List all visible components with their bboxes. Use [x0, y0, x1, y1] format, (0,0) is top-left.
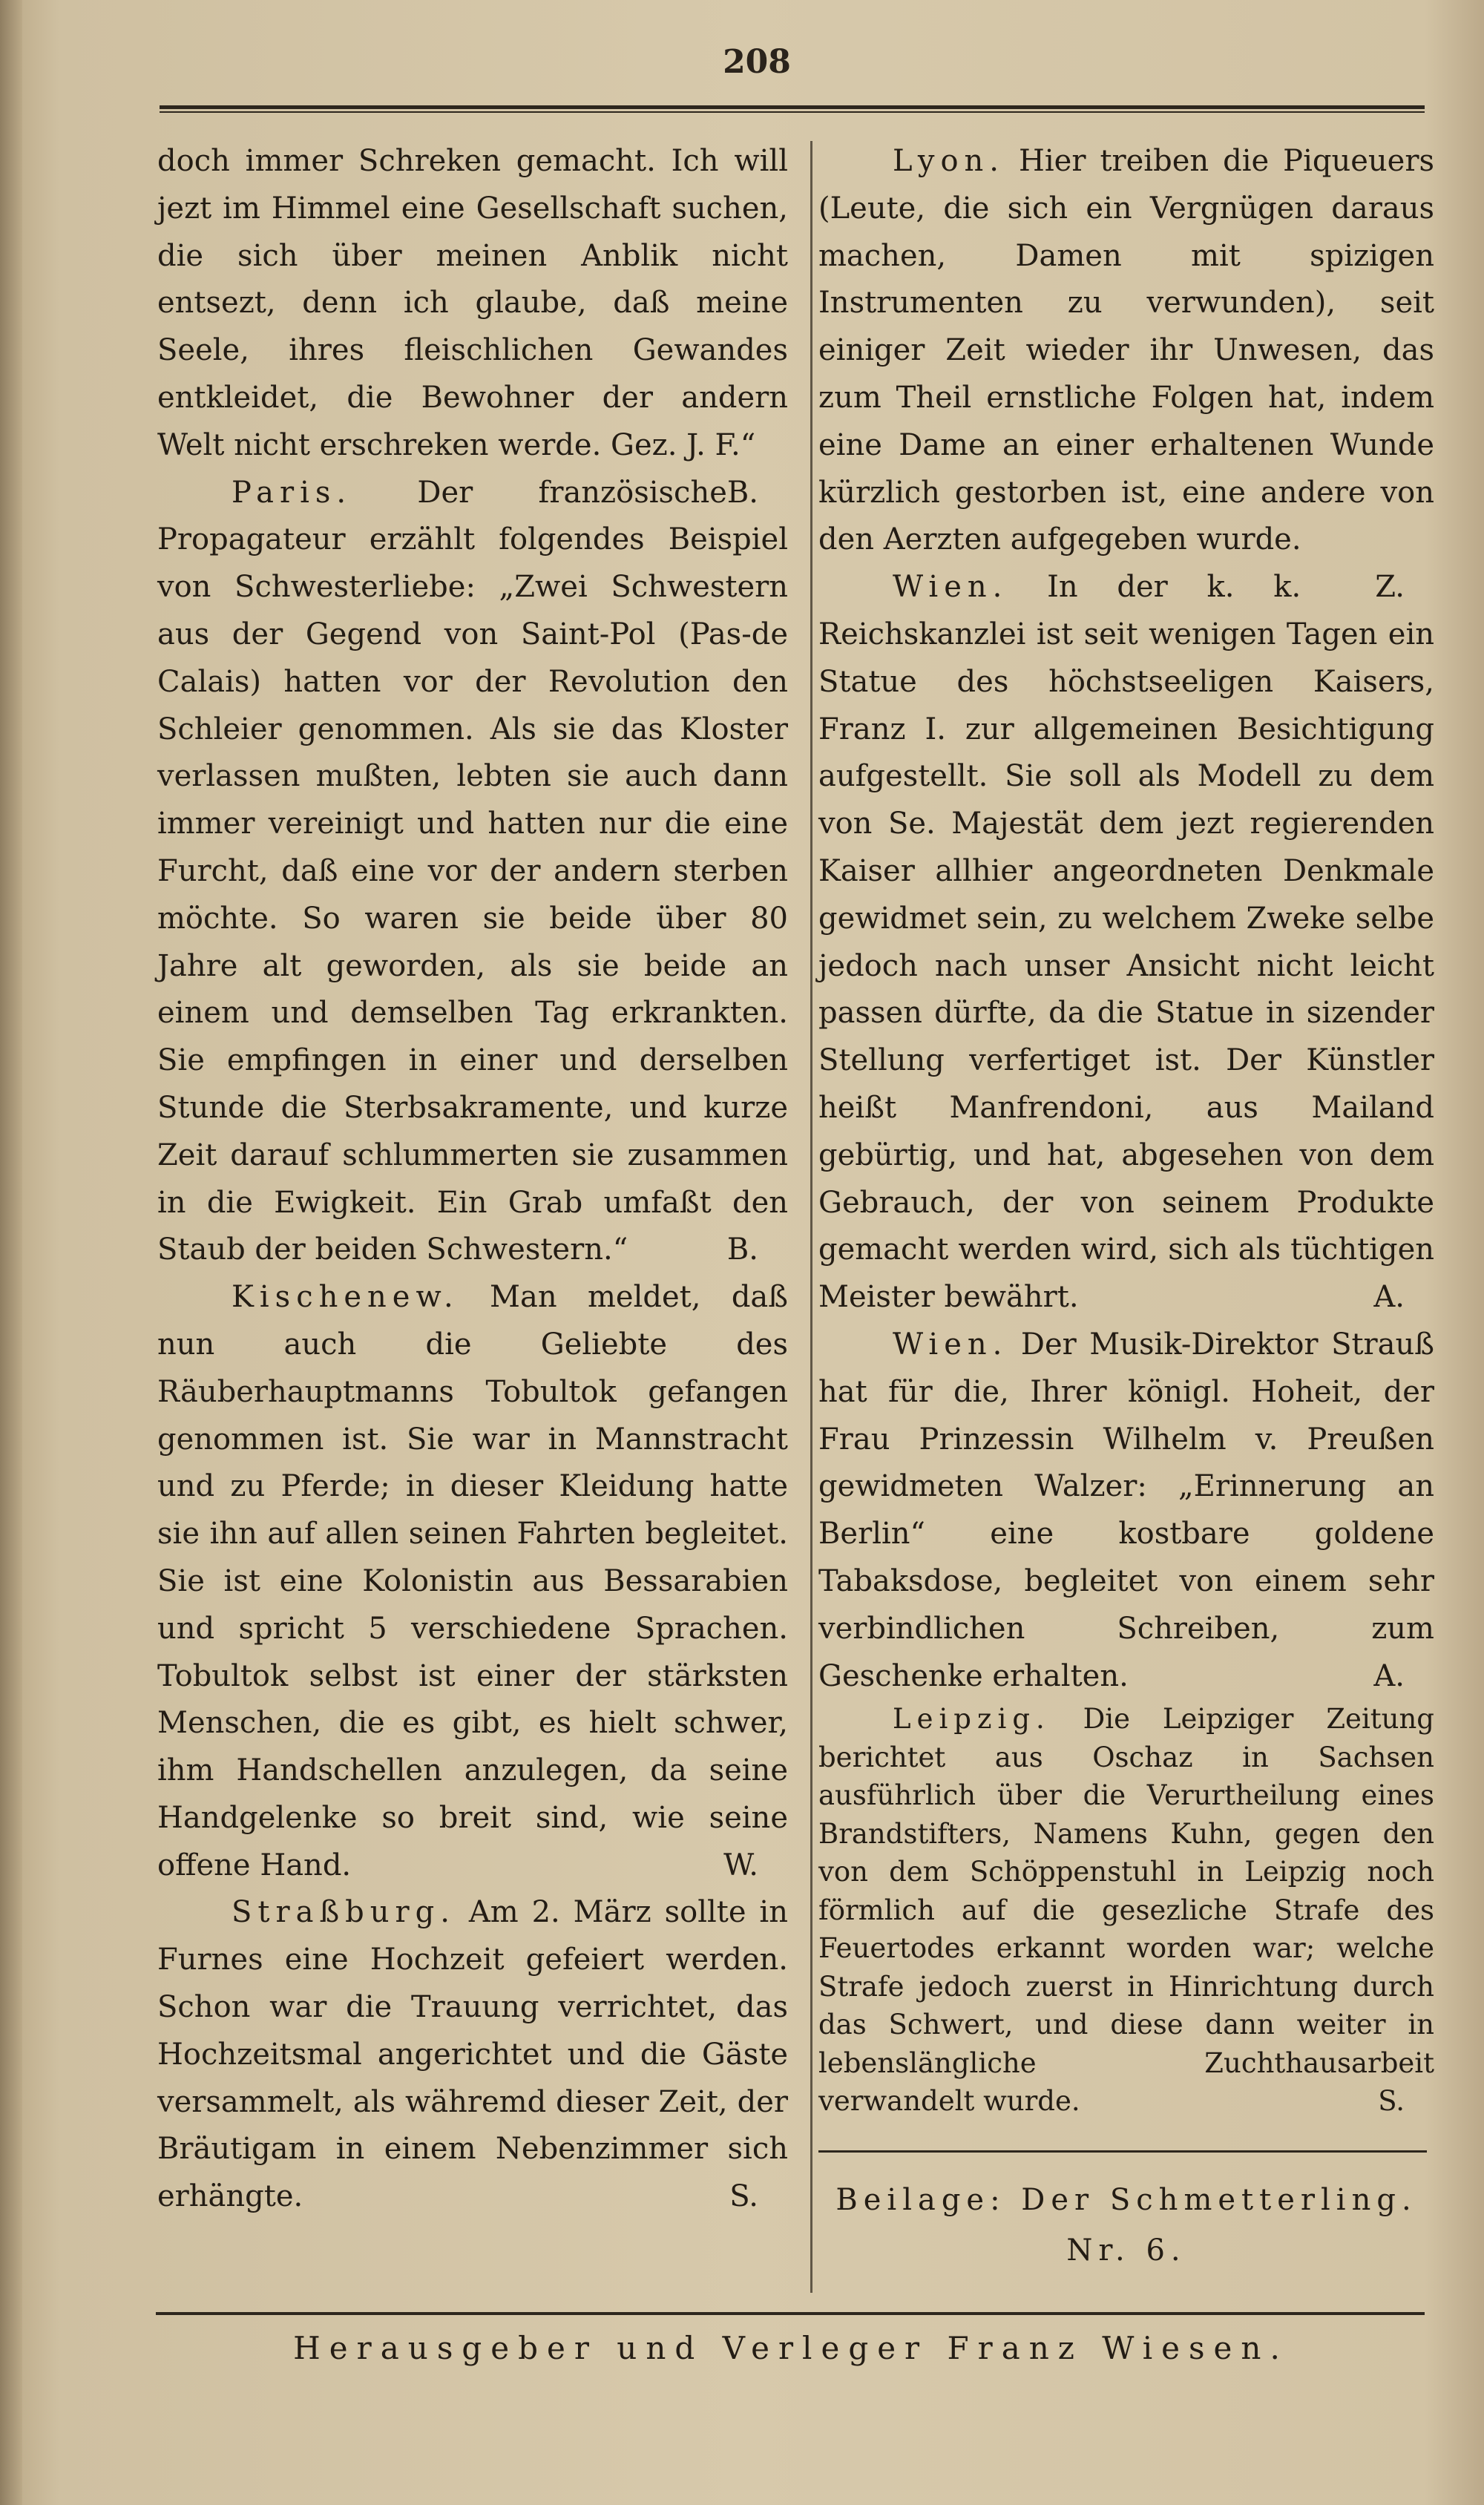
article-signature: W. [723, 1848, 758, 1882]
article-text: Die Leipziger Zeitung berichtet aus Oschaz in Sachsen ausführlich über die Verurtheilung eines Brandstifters, Namens Kuhn, gegen den von dem Schöppenstuhl in Leipzig noch förmlich auf die gesezliche Strafe des Feuertodes erkannt worden war; welche Strafe jedoch zuerst in Hinrichtung durch das Schwert, und diese dann weiter in lebenslängliche Zuchthausarbeit verwandelt wurde. [818, 1703, 1434, 2118]
article-dateline: Paris. [232, 475, 352, 510]
article-text: Hier treiben die Piqueuers (Leute, die sich ein Vergnügen daraus machen, Damen mit spizigen Instrumenten zu verwunden), seit einiger Zeit wieder ihr Unwesen, das zum Theil ernstliche Folgen hat, indem eine Dame an einer erhaltenen Wunde kürzlich gestorben ist, eine andere von den Aerzten aufgegeben wurde. [818, 144, 1434, 557]
article-text: Der Musik-Direktor Strauß hat für die, Ihrer königl. Hoheit, der Frau Prinzessin Wilhelm v. Preußen gewidmeten Walzer: „Erinnerung an Berlin“ eine kostbare goldene Tabaksdose, begleitet von einem sehr verbindlichen Schreiben, zum Geschenke erhalten. [818, 1327, 1434, 1693]
article-kischenew [157, 1274, 788, 1889]
article-text: In der k. k. Reichskanzlei ist seit wenigen Tagen ein Statue des höchstseeligen Kaisers, Franz I. zur allgemeinen Besichtigung aufgestellt. Sie soll als Modell zu dem von Se. Majestät dem jezt regierenden Kaiser allhier angeordneten Denkmale gewidmet sein, zu welchem Zweke selbe jedoch nach unser Ansicht nicht leicht passen dürfte, da die Statue in sizender Stellung verfertiget ist. Der Künstler heißt Manfrendoni, aus Mailand gebürtig, und hat, abgesehen von dem Gebrauch, der von seinem Produkte gemacht werden wird, sich als tüchtigen Meister bewährt. [818, 570, 1434, 1315]
column-divider [810, 141, 812, 2293]
left-column [157, 138, 788, 2221]
right-column [818, 138, 1434, 2276]
article-dateline: Lyon. [893, 144, 1005, 178]
article-dateline: Leipzig. [893, 1703, 1051, 1736]
article-text: Am 2. März sollte in Furnes eine Hochzeit gefeiert werden. Schon war die Trauung verrichtet, das Hochzeitsmal angerichtet und die Gäste versammelt, als währemd dieser Zeit, der Bräutigam in einem Nebenzimmer sich erhängte. [157, 1895, 788, 2214]
article-leipzig [818, 1700, 1434, 2121]
article-text: doch immer Schreken gemacht. Ich will jezt im Himmel eine Gesellschaft suchen, die sich über meinen Anblik nicht entsezt, denn ich glaube, daß meine Seele, ihres fleischlichen Gewandes entkleidet, die Bewohner der andern Welt nicht erschreken werde. Gez. J. F.“ [157, 144, 788, 462]
page-number: 208 [723, 43, 791, 81]
page-edge-shadow [0, 0, 22, 2505]
article-text: Der französische Propagateur erzählt folgendes Beispiel von Schwesterliebe: „Zwei Schwestern aus der Gegend von Saint-Pol (Pas-de Calais) hatten vor der Revolution den Schleier genommen. Als sie das Kloster verlassen mußten, lebten sie auch dann immer vereinigt und hatten nur die eine Furcht, daß eine vor der andern sterben möchte. So waren sie beide über 80 Jahre alt geworden, als sie beide an einem und demselben Tag erkrankten. Sie empfingen in einer und derselben Stunde die Sterbsakramente, und kurze Zeit darauf schlummerten sie zusammen in die Ewigkeit. Ein Grab umfaßt den Staub der beiden Schwestern.“ [157, 475, 788, 1267]
article-signature: B. [726, 475, 758, 510]
article-signature: A. [1373, 1280, 1405, 1315]
article-dateline: Wien. [893, 1327, 1008, 1362]
article-dateline: Kischenew. [232, 1280, 459, 1315]
header-rule-thin [160, 111, 1425, 113]
footer-rule [156, 2312, 1425, 2315]
article-signature: B. [726, 1232, 758, 1267]
supplement-notice: Beilage: Der Schmetterling. Nr. 6. [835, 2182, 1417, 2268]
article-dateline: Straßburg. [232, 1895, 456, 1930]
article-paris [157, 470, 788, 1275]
header-rule [160, 105, 1425, 109]
article-signature: A. [1373, 1658, 1405, 1693]
article-signature: S. [729, 2179, 758, 2214]
article-signature: Z. [1375, 570, 1405, 605]
article-strassburg [157, 1889, 788, 2221]
article-dateline: Wien. [893, 570, 1008, 605]
article-text: Man meldet, daß nun auch die Geliebte des Räuberhauptmanns Tobultok gefangen genommen ist. Sie war in Mannstracht und zu Pferde; in dieser Kleidung hatte sie ihn auf allen seinen Fahrten begleitet. Sie ist eine Kolonistin aus Bessarabien und spricht 5 verschiedene Sprachen. Tobultok selbst ist einer der stärksten Menschen, die es gibt, es hielt schwer, ihm Handschellen anzulegen, da seine Handgelenke so breit sind, wie seine offene Hand. [157, 1280, 788, 1882]
supplement-rule [818, 2150, 1427, 2153]
article-signature: S. [1378, 2085, 1405, 2118]
article-wien-statue [818, 564, 1434, 1322]
publisher-line: Herausgeber und Verleger Franz Wiesen. [293, 2330, 1289, 2366]
article-wien-strauss [818, 1322, 1434, 1700]
